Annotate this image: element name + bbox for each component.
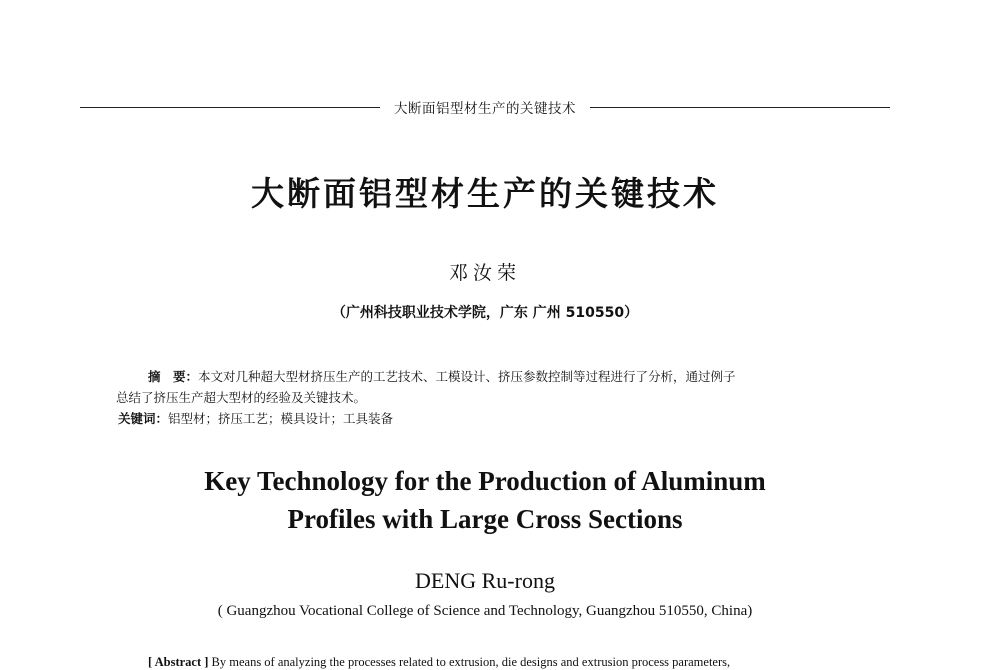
english-title-line-1: Key Technology for the Production of Aluminum — [204, 466, 766, 496]
keywords-label: 关键词： — [118, 411, 169, 426]
english-author: DENG Ru-rong — [415, 568, 555, 593]
chinese-author: 邓汝荣 — [448, 262, 521, 284]
keywords-text: 铝型材；挤压工艺；模具设计；工具装备 — [168, 411, 394, 426]
chinese-affiliation: （广州科技职业技术学院，广东 广州 510550） — [331, 305, 639, 321]
english-title — [0, 462, 970, 538]
running-header-text: 大断面铝型材生产的关键技术 — [394, 101, 576, 117]
chinese-abstract — [116, 366, 864, 387]
chinese-keywords — [116, 408, 864, 429]
running-header — [80, 97, 890, 117]
header-rule-right — [590, 107, 890, 108]
chinese-abstract-block — [116, 366, 864, 429]
chinese-title: 大断面铝型材生产的关键技术 — [251, 174, 719, 213]
abstract-line-1: 本文对几种超大型材挤压生产的工艺技术、工模设计、挤压参数控制等过程进行了分析，通过例子 — [198, 369, 736, 384]
english-abstract-label: [ Abstract ] — [148, 655, 209, 669]
english-abstract-text: By means of analyzing the processes related to extrusion, die designs and extrusion process parameters, — [208, 655, 731, 669]
abstract-label: 摘 要： — [148, 369, 199, 384]
header-rule-left — [80, 107, 380, 108]
english-affiliation: ( Guangzhou Vocational College of Science and Technology, Guangzhou 510550, China) — [217, 603, 753, 619]
abstract-line-2: 总结了挤压生产超大型材的经验及关键技术。 — [116, 390, 367, 405]
english-title-line-2: Profiles with Large Cross Sections — [287, 504, 683, 534]
